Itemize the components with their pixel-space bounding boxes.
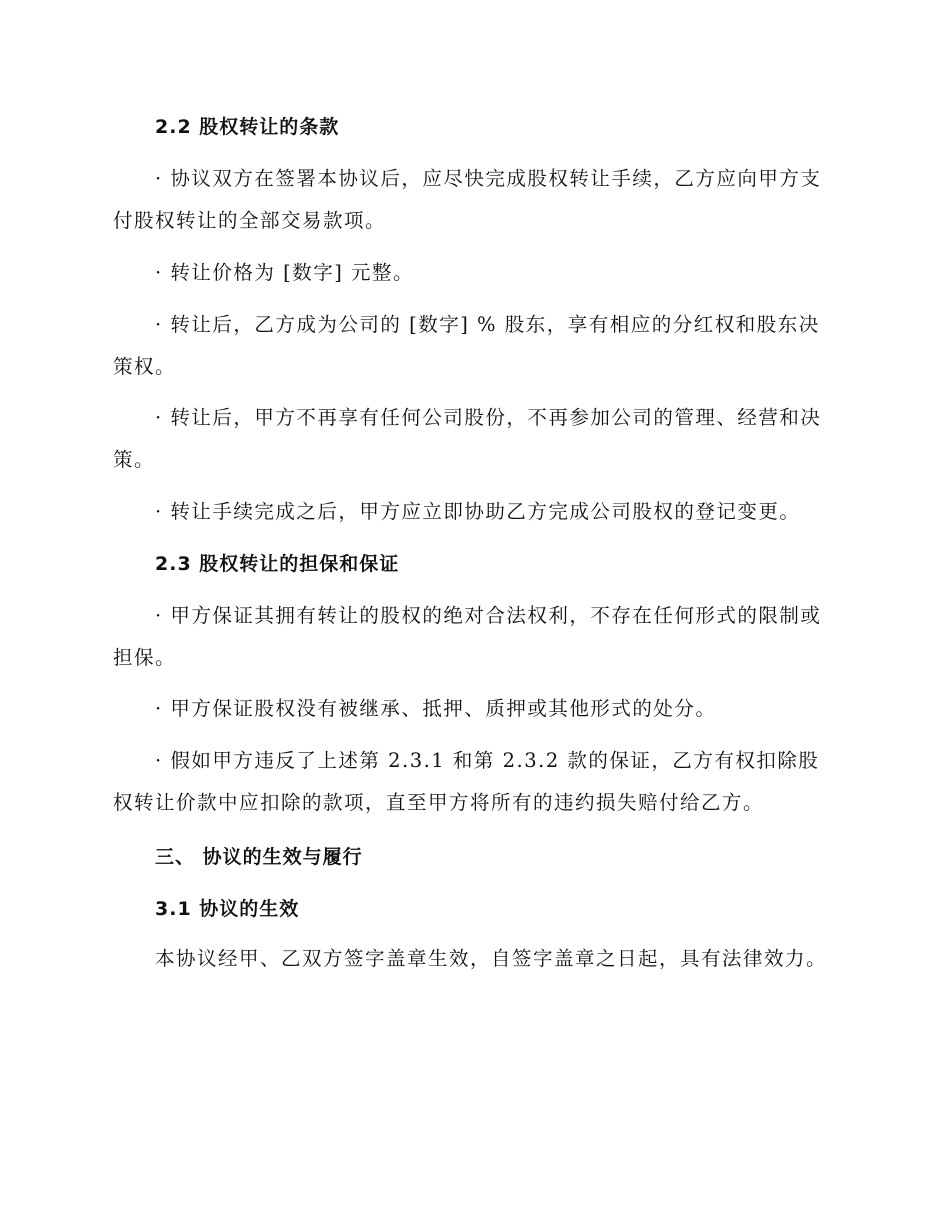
paragraph-no-encumbrance: · 甲方保证股权没有被继承、抵押、质押或其他形式的处分。 — [155, 697, 717, 720]
section-heading-2-3: 2.3 股权转让的担保和保证 — [155, 553, 400, 575]
paragraph-party-a-exit: · 转让后，甲方不再享有任何公司股份，不再参加公司的管理、经营和决策。 — [113, 406, 822, 471]
paragraph-legal-right: · 甲方保证其拥有转让的股权的绝对合法权利，不存在任何形式的限制或担保。 — [113, 604, 822, 669]
paragraph-shareholding: · 转让后，乙方成为公司的 [数字] % 股东，享有相应的分红权和股东决策权。 — [113, 313, 820, 378]
paragraph-transfer-procedure: · 协议双方在签署本协议后，应尽快完成股权转让手续，乙方应向甲方支付股权转让的全部交易款项。 — [113, 167, 822, 232]
paragraph-effectiveness: 本协议经甲、乙双方签字盖章生效，自签字盖章之日起，具有法律效力。 — [155, 947, 828, 970]
chapter-heading-3: 三、 协议的生效与履行 — [155, 846, 363, 868]
section-heading-2-2: 2.2 股权转让的条款 — [155, 116, 340, 138]
section-heading-3-1: 3.1 协议的生效 — [155, 898, 300, 920]
paragraph-registration-change: · 转让手续完成之后，甲方应立即协助乙方完成公司股权的登记变更。 — [155, 500, 801, 523]
paragraph-transfer-price: · 转让价格为 [数字] 元整。 — [155, 261, 415, 284]
paragraph-breach-deduction: · 假如甲方违反了上述第 2.3.1 和第 2.3.2 款的保证，乙方有权扣除股权转让价款中应扣除的款项，直至甲方将所有的违约损失赔付给乙方。 — [113, 749, 820, 814]
